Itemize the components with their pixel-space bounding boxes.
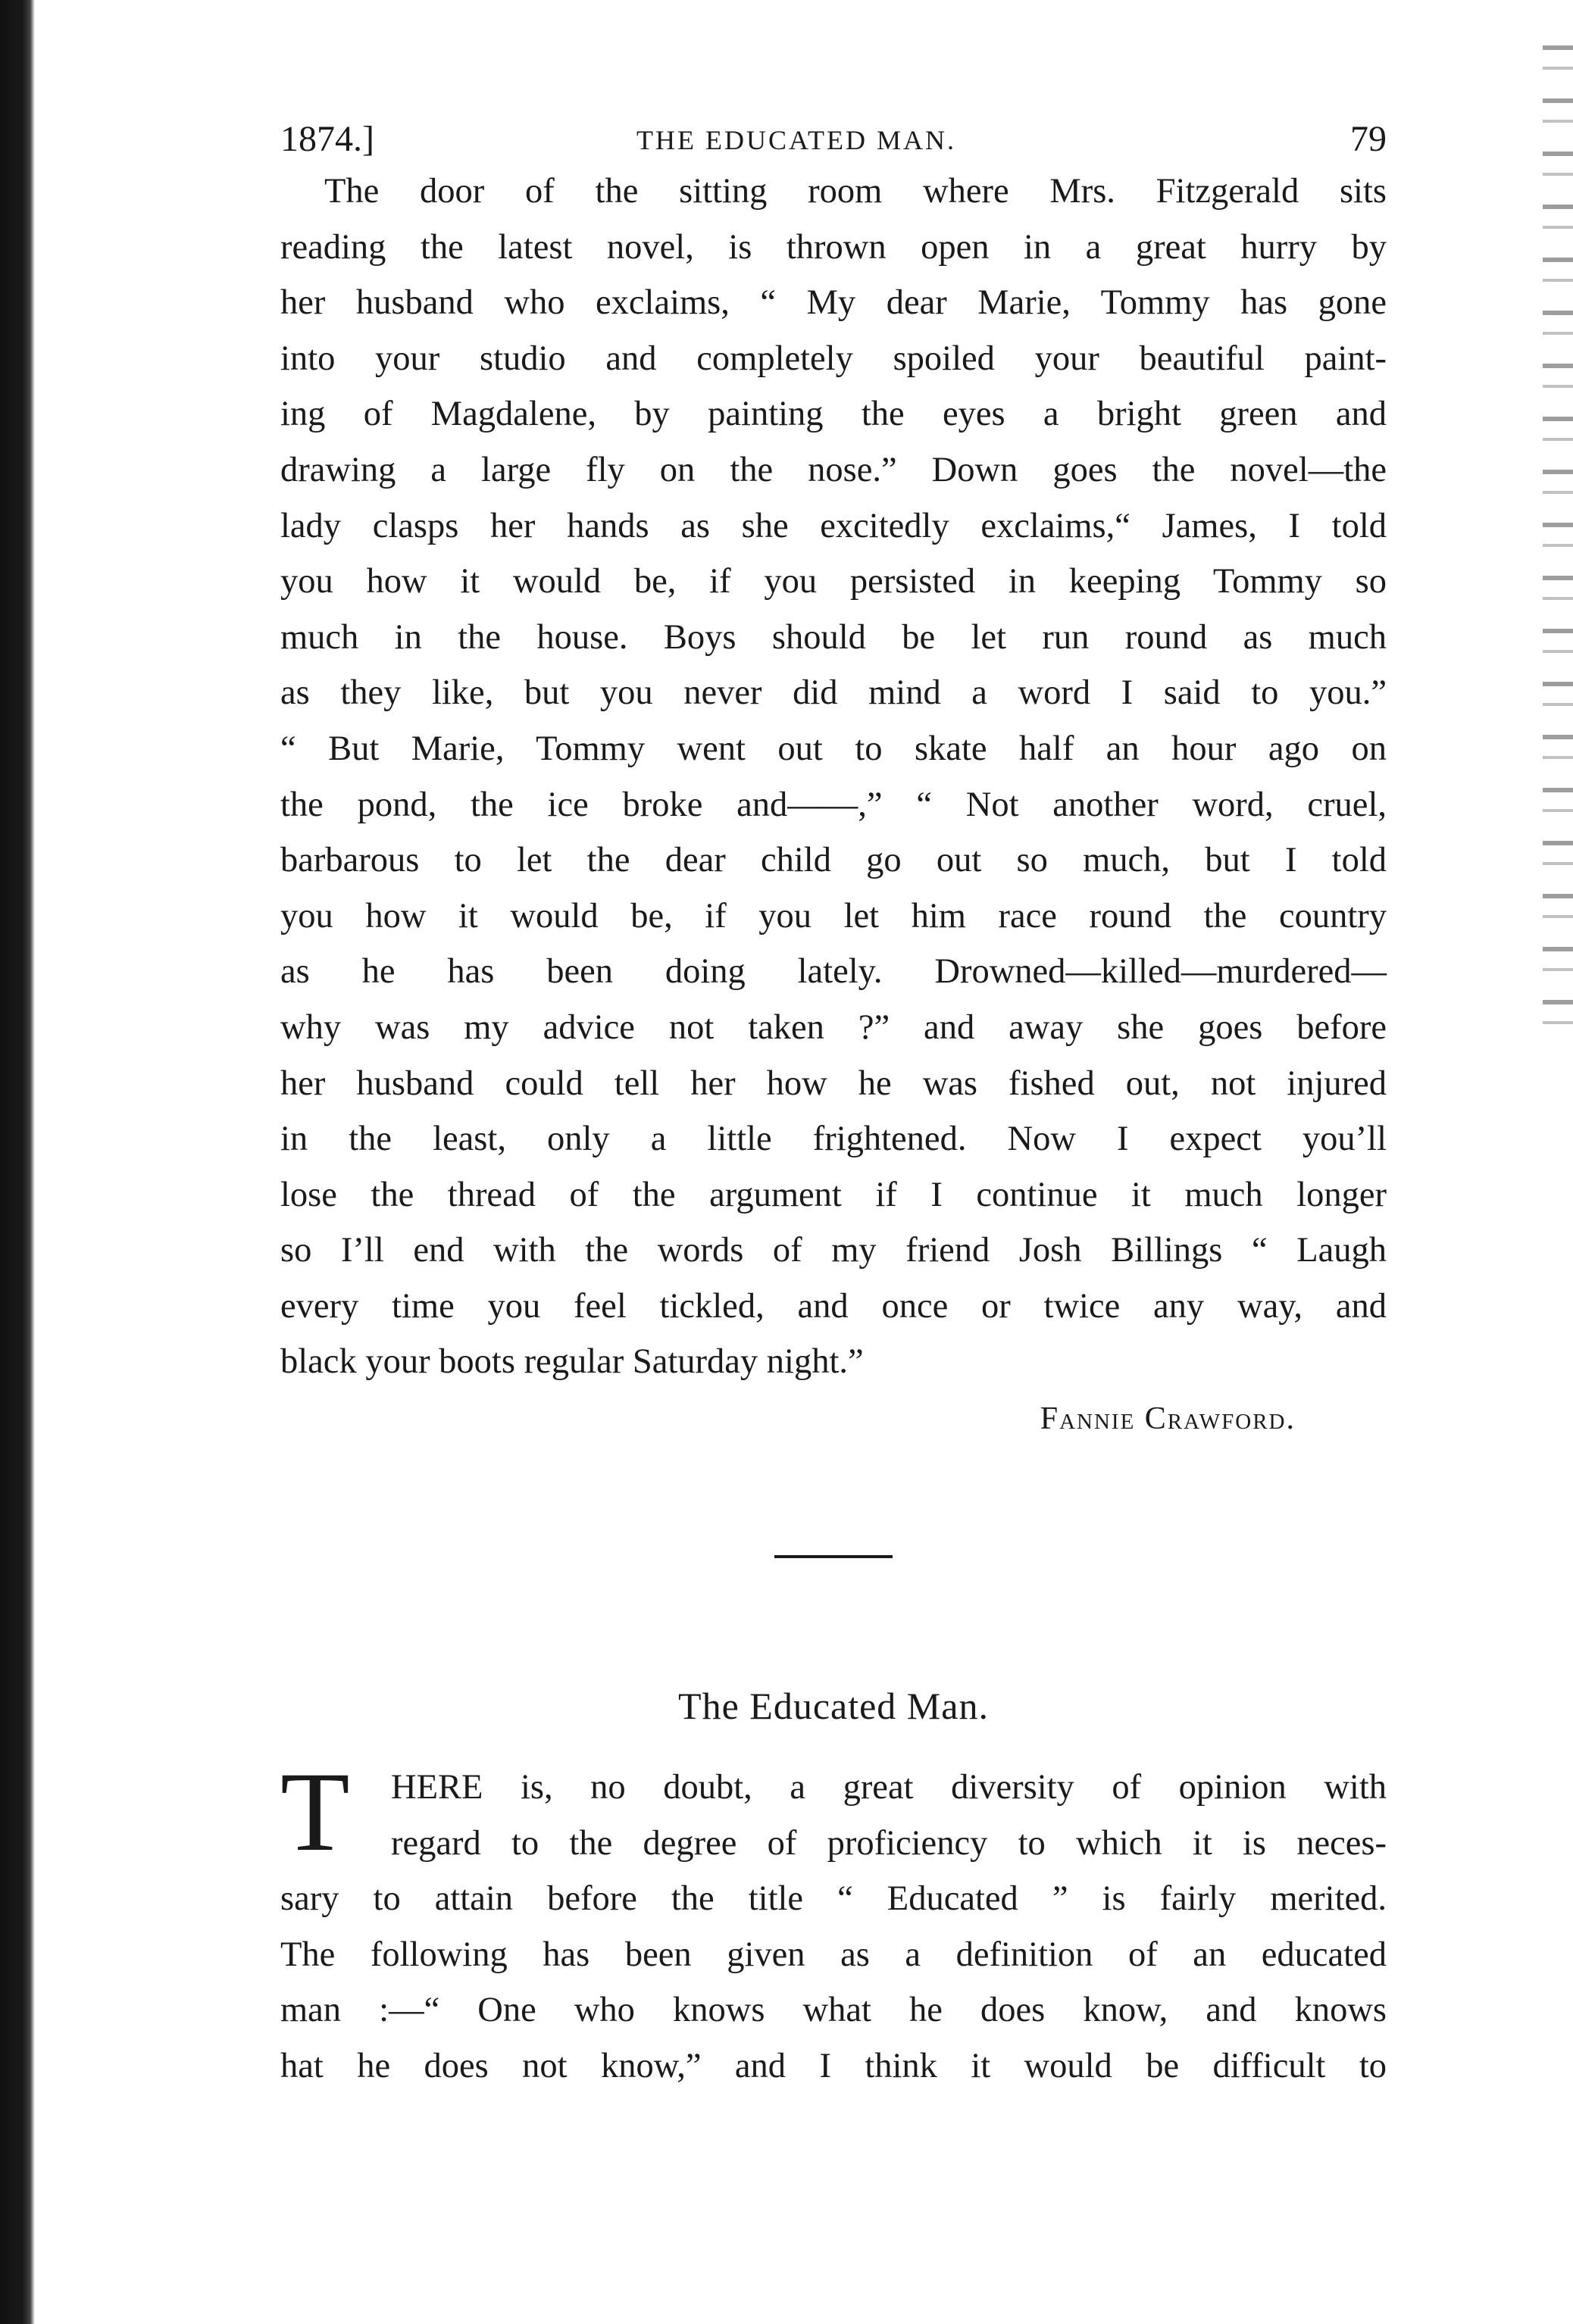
- text-line: lose the thread of the argument if I continue it much longer: [280, 1175, 1387, 1214]
- text-line: black your boots regular Saturday night.”: [280, 1342, 864, 1382]
- text-line: The following has been given as a definition of an educated: [280, 1935, 1387, 1974]
- scan-edge-artifacts: [1543, 45, 1573, 1030]
- running-head: [280, 114, 1387, 174]
- text-line: every time you feel tickled, and once or twice any way, and: [280, 1286, 1387, 1326]
- article-1-body: [280, 164, 1387, 1390]
- text-line: barbarous to let the dear child go out so much, but I told: [280, 841, 1387, 880]
- book-binding-edge: [0, 0, 35, 2324]
- drop-cap: T: [280, 1749, 350, 1876]
- text-line: hat he does not know,” and I think it would be difficult to: [280, 2047, 1387, 2086]
- text-line: man :—“ One who knows what he does know, and knows: [280, 1991, 1387, 2030]
- text-line: drawing a large fly on the nose.” Down goes the novel—the: [280, 450, 1387, 489]
- text-line: “ But Marie, Tommy went out to skate half an hour ago on: [280, 729, 1387, 768]
- text-line: ing of Magdalene, by painting the eyes a bright green and: [280, 395, 1387, 434]
- text-line: much in the house. Boys should be let run round as much: [280, 617, 1387, 657]
- text-line: in the least, only a little frightened. Now I expect you’ll: [280, 1120, 1387, 1159]
- text-line: reading the latest novel, is thrown open in a great hurry by: [280, 227, 1387, 267]
- text-line: her husband who exclaims, “ My dear Marie, Tommy has gone: [280, 283, 1387, 323]
- header-title: THE EDUCATED MAN.: [636, 125, 956, 155]
- text-line: the pond, the ice broke and——,” “ Not another word, cruel,: [280, 785, 1387, 824]
- article-2-body: [280, 1749, 1387, 2094]
- author-signature: Fannie Crawford.: [1040, 1401, 1296, 1437]
- text-line: why was my advice not taken ?” and away she goes before: [280, 1007, 1387, 1047]
- text-line: regard to the degree of proficiency to which it is neces-: [391, 1823, 1387, 1863]
- text-line: her husband could tell her how he was fished out, not injured: [280, 1064, 1387, 1103]
- section-title: The Educated Man.: [678, 1685, 989, 1728]
- section-divider: [774, 1555, 893, 1558]
- page-number: 79: [1350, 119, 1387, 159]
- text-line: HERE is, no doubt, a great diversity of opinion with: [391, 1768, 1387, 1807]
- text-line: you how it would be, if you persisted in keeping Tommy so: [280, 562, 1387, 601]
- header-year: 1874.]: [280, 119, 374, 159]
- text-line: lady clasps her hands as she excitedly exclaims,“ James, I told: [280, 506, 1387, 545]
- text-line: The door of the sitting room where Mrs. Fitzgerald sits: [324, 172, 1387, 211]
- book-page: [280, 114, 1387, 2094]
- text-line: as he has been doing lately. Drowned—killed—murdered—: [280, 952, 1387, 992]
- text-line: into your studio and completely spoiled your beautiful paint-: [280, 339, 1387, 378]
- text-line: so I’ll end with the words of my friend Josh Billings “ Laugh: [280, 1231, 1387, 1270]
- text-line: you how it would be, if you let him race round the country: [280, 896, 1387, 936]
- text-line: sary to attain before the title “ Educated ” is fairly merited.: [280, 1879, 1387, 1919]
- text-line: as they like, but you never did mind a word I said to you.”: [280, 673, 1387, 713]
